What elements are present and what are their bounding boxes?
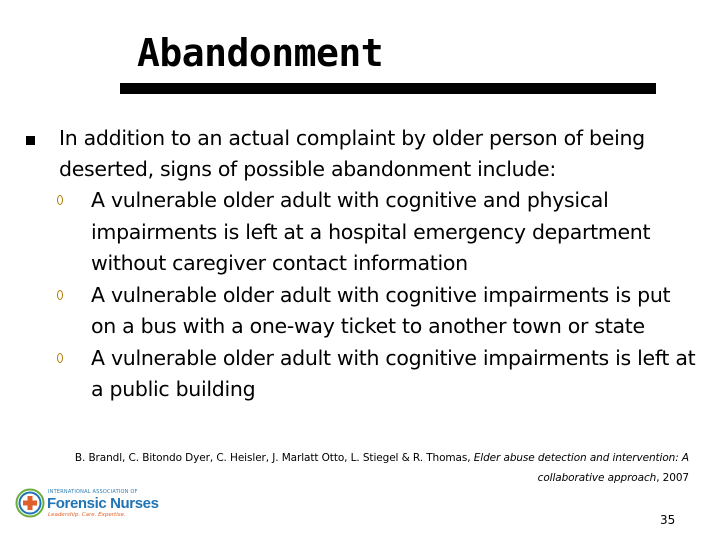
citation	[40, 448, 689, 488]
logo-tagline: Leadership. Care. Expertise.	[48, 512, 126, 518]
logo-name: Forensic Nurses	[47, 495, 159, 512]
citation-authors: B. Brandl, C. Bitondo Dyer, C. Heisler, J. Marlatt Otto, L. Stiegel & R. Thomas,	[74, 452, 471, 464]
circle-bullet-icon	[57, 195, 63, 205]
nursing-cross-icon	[15, 488, 45, 518]
title-underline-bar	[120, 83, 656, 94]
circle-bullet-icon	[57, 290, 63, 300]
slide-title: Abandonment	[137, 31, 384, 75]
citation-work-title: Elder abuse detection and intervention: A collaborative approach	[473, 452, 689, 484]
citation-year: , 2007	[656, 472, 689, 484]
sub-bullet-item	[91, 280, 696, 343]
sub-bullet-item	[91, 185, 696, 280]
sub-bullet-list	[91, 185, 696, 406]
circle-bullet-icon	[57, 353, 63, 363]
square-bullet-icon	[26, 136, 35, 145]
page-number: 35	[660, 513, 676, 527]
forensic-nurses-logo	[15, 486, 159, 522]
sub-bullet-text: A vulnerable older adult with cognitive impairments is left at a public building	[91, 345, 696, 401]
sub-bullet-text: A vulnerable older adult with cognitive and physical impairments is left at a hospital emergency department without caregiver contact information	[91, 188, 651, 275]
main-bullet-text: In addition to an actual complaint by older person of being deserted, signs of possible abandonment include:	[59, 126, 645, 181]
logo-association-line: INTERNATIONAL ASSOCIATION OF	[48, 489, 138, 495]
sub-bullet-item	[91, 343, 696, 406]
sub-bullet-text: A vulnerable older adult with cognitive impairments is put on a bus with a one-way ticket to another town or state	[91, 282, 671, 338]
